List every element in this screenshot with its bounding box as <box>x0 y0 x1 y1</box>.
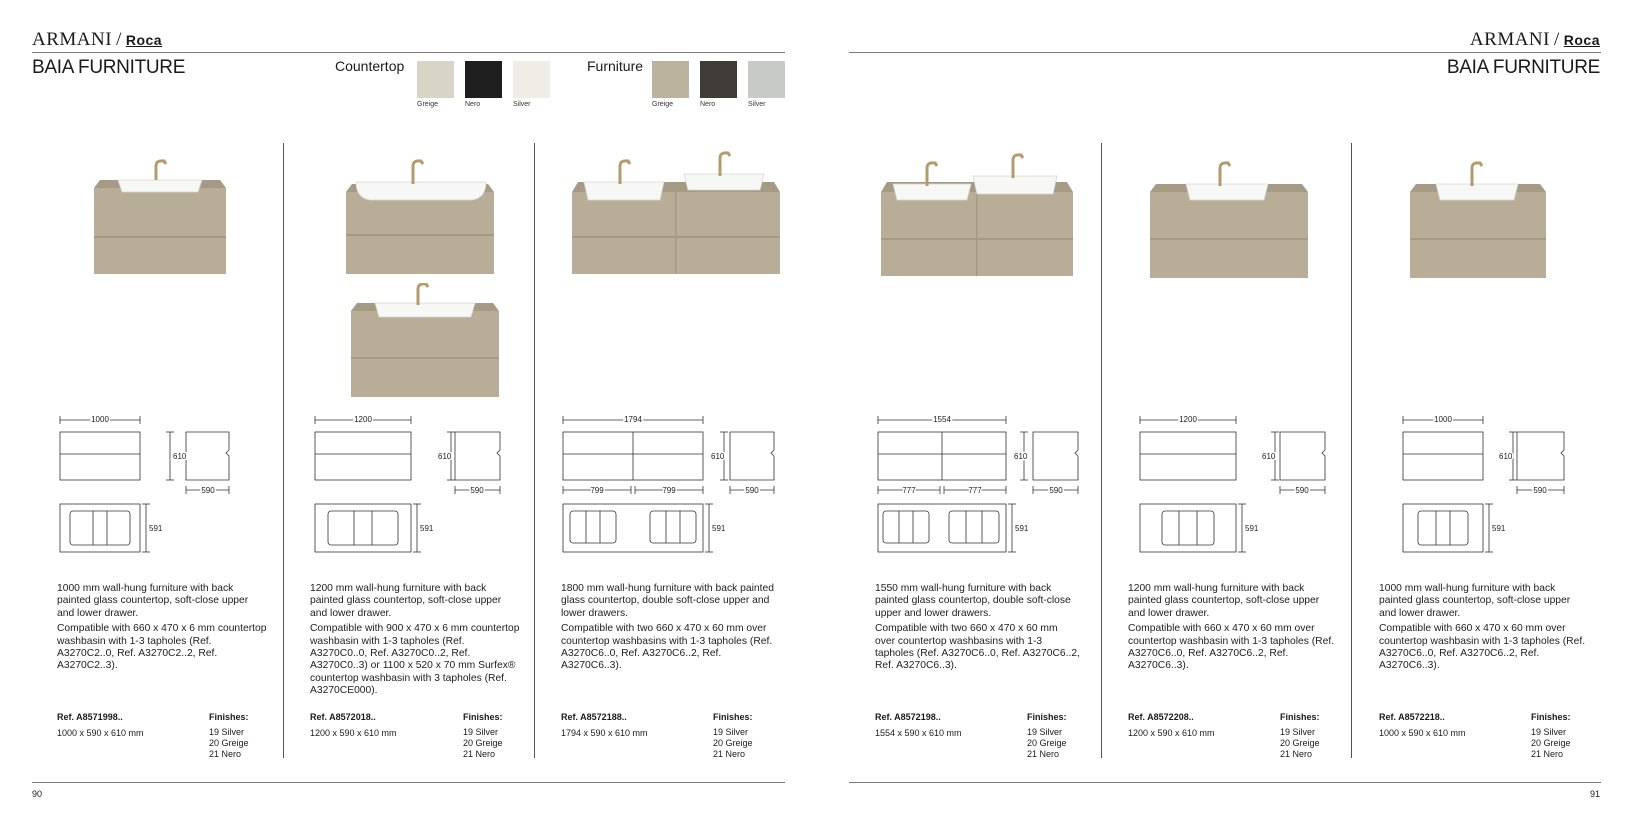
dim-height-label: 610 <box>173 452 187 461</box>
finishes-list <box>1531 727 1571 760</box>
technical-drawing <box>1135 408 1335 560</box>
header-rule-left <box>32 52 785 53</box>
brand-roca: Roca <box>125 32 163 48</box>
technical-drawing <box>873 408 1083 560</box>
footer-rule-right <box>849 782 1601 783</box>
dim-width-label: 1554 <box>933 415 951 424</box>
swatch-name: Greige <box>417 101 439 108</box>
dim-height-label: 610 <box>711 452 725 461</box>
finish-item: 19 Silver <box>1531 727 1567 737</box>
dim-width-label: 1000 <box>91 415 109 424</box>
finish-item: 20 Greige <box>209 738 249 748</box>
product-image-vanity-surfex <box>345 283 505 403</box>
technical-drawing <box>310 408 510 560</box>
finish-item: 20 Greige <box>463 738 503 748</box>
product-ref: Ref. A8572018.. <box>310 712 376 722</box>
dim-top-label: 591 <box>1015 524 1029 533</box>
finishes-list <box>1027 727 1067 760</box>
product-description <box>561 583 776 673</box>
brand-logo-right: ARMANI / Roca <box>1469 29 1600 50</box>
dim-depth-label: 590 <box>470 486 484 495</box>
dim-depth-label: 590 <box>1049 486 1063 495</box>
finish-item: 20 Greige <box>1280 738 1320 748</box>
dim-width-label: 1794 <box>624 415 642 424</box>
dim-half-label: 799 <box>662 486 676 495</box>
dim-height-label: 610 <box>1499 452 1513 461</box>
swatch-name: Greige <box>652 101 674 108</box>
swatch-furniture-silver <box>748 61 785 98</box>
finishes-list <box>713 727 753 760</box>
description-compatibility: Compatible with 660 x 470 x 60 mm over countertop washbasin with 1-3 tapholes (Ref. A3270C6..0, Ref. A3270C6..2, Ref. A3270C6..3). <box>1379 623 1586 672</box>
description-compatibility: Compatible with 660 x 470 x 6 mm countertop washbasin with 1-3 tapholes (Ref. A3270C2..0, Ref. A3270C2..2, Ref. A3270C2..3). <box>57 623 267 672</box>
product-ref: Ref. A8571998.. <box>57 712 123 722</box>
finish-item: 19 Silver <box>713 727 749 737</box>
swatch-name: Nero <box>465 101 481 108</box>
product-image-vanity <box>1144 150 1314 282</box>
finish-item: 21 Nero <box>713 749 746 759</box>
dim-height-label: 610 <box>1262 452 1276 461</box>
product-dimensions: 1000 x 590 x 610 mm <box>57 728 144 738</box>
swatch-name: Silver <box>513 101 531 108</box>
dim-top-label: 591 <box>1245 524 1259 533</box>
page-number-right: 91 <box>1589 789 1600 799</box>
finishes-heading: Finishes: <box>463 712 503 722</box>
description-compatibility: Compatible with 660 x 470 x 60 mm over countertop washbasin with 1-3 tapholes (Ref. A3270C6..0, Ref. A3270C6..2, Ref. A3270C6..3). <box>1128 623 1335 672</box>
swatch-countertop-greige <box>417 61 454 98</box>
page-number-left: 90 <box>32 789 43 799</box>
finish-item: 21 Nero <box>463 749 496 759</box>
product-image-vanity <box>80 158 240 282</box>
description-main: 1550 mm wall-hung furniture with back painted glass countertop, double soft-close upper and lower drawers. <box>875 583 1071 619</box>
product-dimensions: 1000 x 590 x 610 mm <box>1379 728 1466 738</box>
swatch-furniture-greige <box>652 61 689 98</box>
description-compatibility: Compatible with two 660 x 470 x 60 mm over countertop washbasins with 1-3 tapholes (Ref. A3270C6..0, Ref. A3270C6..2, Ref. A3270C6..3). <box>561 623 773 672</box>
brand-logo-left: ARMANI / Roca <box>32 29 163 50</box>
description-main: 1000 mm wall-hung furniture with back painted glass countertop, soft-close upper and lower drawer. <box>1379 583 1571 619</box>
swatch-name: Silver <box>748 101 766 108</box>
finishes-heading: Finishes: <box>1280 712 1320 722</box>
product-dimensions: 1794 x 590 x 610 mm <box>561 728 648 738</box>
finish-item: 21 Nero <box>1280 749 1313 759</box>
technical-drawing <box>558 408 784 560</box>
dim-half-label: 777 <box>968 486 982 495</box>
finish-item: 19 Silver <box>463 727 499 737</box>
product-ref: Ref. A8572218.. <box>1379 712 1445 722</box>
finish-item: 19 Silver <box>1027 727 1063 737</box>
brand-armani: ARMANI <box>1469 29 1550 50</box>
column-divider <box>534 143 535 758</box>
finish-item: 19 Silver <box>209 727 245 737</box>
page-title-right: BAIA FURNITURE <box>1446 57 1600 78</box>
dim-depth-label: 590 <box>1295 486 1309 495</box>
column-divider <box>283 143 284 758</box>
finish-item: 19 Silver <box>1280 727 1316 737</box>
swatch-furniture-nero <box>700 61 737 98</box>
product-image-vanity <box>1404 150 1552 282</box>
brand-roca: Roca <box>1563 32 1600 48</box>
page-title-left: BAIA FURNITURE <box>32 57 186 78</box>
technical-drawing <box>1398 408 1588 560</box>
dim-height-label: 610 <box>438 452 452 461</box>
dim-top-label: 591 <box>420 524 434 533</box>
description-main: 1200 mm wall-hung furniture with back painted glass countertop, soft-close upper and lower drawer. <box>310 583 502 619</box>
dim-width-label: 1200 <box>1179 415 1197 424</box>
finishes-heading: Finishes: <box>1027 712 1067 722</box>
finish-item: 21 Nero <box>209 749 242 759</box>
finish-item: 20 Greige <box>1531 738 1571 748</box>
technical-drawing <box>55 408 245 560</box>
dim-half-label: 777 <box>902 486 916 495</box>
description-compatibility: Compatible with two 660 x 470 x 60 mm over countertop washbasins with 1-3 tapholes (Ref. A3270C6..0, Ref. A3270C6..2, Ref. A3270C6..3). <box>875 623 1080 672</box>
product-ref: Ref. A8572198.. <box>875 712 941 722</box>
description-compatibility: Compatible with 900 x 470 x 6 mm countertop washbasin with 1-3 tapholes (Ref. A3270C0..0, Ref. A3270C0..2, Ref. A3270C0..3) or 1100 x 520 x 70 mm Surfex® countertop washbasin with 3 tapholes (Ref. A3270CE000). <box>310 623 520 697</box>
finishes-list <box>209 727 249 760</box>
dim-depth-label: 590 <box>745 486 759 495</box>
product-ref: Ref. A8572188.. <box>561 712 627 722</box>
column-divider <box>1351 143 1352 758</box>
finish-item: 20 Greige <box>1027 738 1067 748</box>
product-dimensions: 1554 x 590 x 610 mm <box>875 728 962 738</box>
column-divider <box>1101 143 1102 758</box>
dim-depth-label: 590 <box>1533 486 1547 495</box>
finishes-heading: Finishes: <box>209 712 249 722</box>
product-description <box>1379 583 1589 673</box>
product-image-vanity <box>340 158 500 278</box>
dim-half-label: 799 <box>590 486 604 495</box>
dim-width-label: 1200 <box>354 415 372 424</box>
finishes-list <box>463 727 503 760</box>
product-dimensions: 1200 x 590 x 610 mm <box>1128 728 1215 738</box>
countertop-label: Countertop <box>335 58 405 74</box>
swatch-countertop-nero <box>465 61 502 98</box>
product-description <box>1128 583 1338 673</box>
product-description <box>57 583 267 673</box>
product-dimensions: 1200 x 590 x 610 mm <box>310 728 397 738</box>
dim-height-label: 610 <box>1014 452 1028 461</box>
dim-depth-label: 590 <box>201 486 215 495</box>
finish-item: 21 Nero <box>1531 749 1564 759</box>
swatch-name: Nero <box>700 101 716 108</box>
product-description <box>875 583 1080 673</box>
finishes-heading: Finishes: <box>1531 712 1571 722</box>
description-main: 1000 mm wall-hung furniture with back painted glass countertop, soft-close upper and lower drawer. <box>57 583 249 619</box>
dim-top-label: 591 <box>149 524 163 533</box>
header-rule-right <box>849 52 1601 53</box>
swatch-countertop-silver <box>513 61 550 98</box>
finishes-list <box>1280 727 1320 760</box>
dim-width-label: 1000 <box>1434 415 1452 424</box>
product-ref: Ref. A8572208.. <box>1128 712 1194 722</box>
description-main: 1200 mm wall-hung furniture with back painted glass countertop, soft-close upper and lower drawer. <box>1128 583 1320 619</box>
product-description <box>310 583 520 698</box>
brand-armani: ARMANI <box>32 29 113 50</box>
finishes-heading: Finishes: <box>713 712 753 722</box>
product-image-double-vanity <box>877 148 1077 282</box>
description-main: 1800 mm wall-hung furniture with back painted glass countertop, double soft-close upper and lower drawers. <box>561 583 774 619</box>
furniture-label: Furniture <box>587 58 644 74</box>
finish-item: 20 Greige <box>713 738 753 748</box>
footer-rule-left <box>32 782 785 783</box>
dim-top-label: 591 <box>712 524 726 533</box>
product-image-double-vanity <box>568 148 784 280</box>
finish-item: 21 Nero <box>1027 749 1060 759</box>
dim-top-label: 591 <box>1492 524 1506 533</box>
